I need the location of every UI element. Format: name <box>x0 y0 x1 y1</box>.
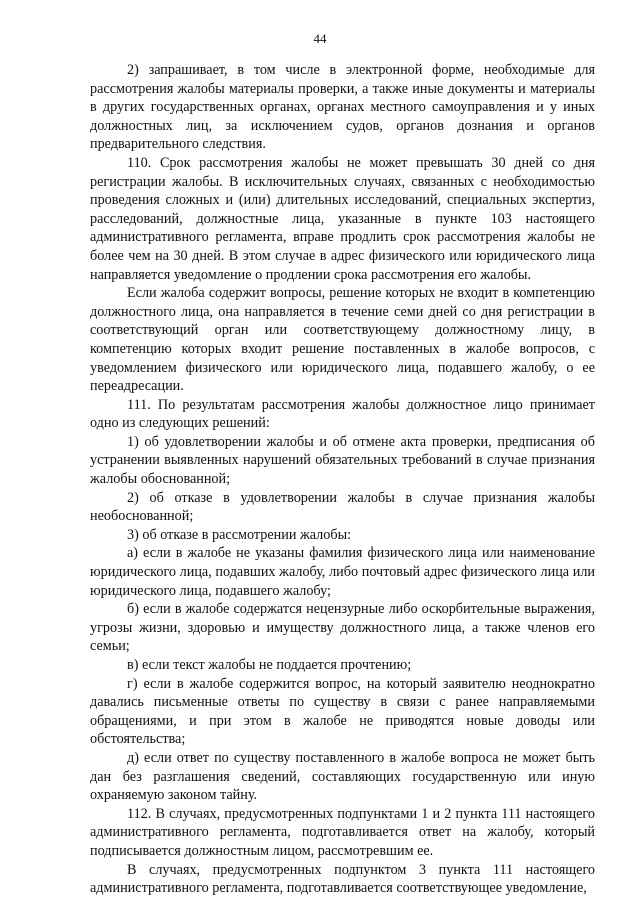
paragraph-subitem-v: в) если текст жалобы не поддается прочтению; <box>127 657 412 673</box>
paragraph-111-item-1: 1) об удовлетворении жалобы и об отмене акта проверки, предписания об устранении выявленных нарушений обязательных требований в случае признания жалобы обоснованной; <box>90 433 595 488</box>
paragraph-110: 110. Срок рассмотрения жалобы не может превышать 30 дней со дня регистрации жалобы. В исключительных случаях, связанных с необходимостью проведения сложных и (или) длительных исследований, специальных экспертиз, расследований, должностные лица, указанные в пункте 103 настоящего административного регламента, вправе продлить срок рассмотрения жалобы не более чем на 30 дней. В этом случае в адрес физического или юридического лица направляется уведомление о продлении срока рассмотрения его жалобы. <box>90 154 595 283</box>
paragraph-item-2: 2) запрашивает, в том числе в электронной форме, необходимые для рассмотрения жалобы материалы проверки, а также иные документы и материалы в других государственных органах, органах местного самоуправления и у иных должностных лиц, за исключением судов, органов дознания и органов предварительного следствия. <box>90 62 595 153</box>
paragraph-subitem-b: б) если в жалобе содержатся нецензурные либо оскорбительные выражения, угрозы жизни, здоровью и имуществу должностного лица, а также членов его семьи; <box>90 601 595 655</box>
paragraph-111-item-3: 3) об отказе в рассмотрении жалобы: <box>127 526 352 543</box>
document-body <box>90 61 595 898</box>
paragraph-111-item-2: 2) об отказе в удовлетворении жалобы в случае признания жалобы необоснованной; <box>90 489 595 525</box>
page-number: 44 <box>313 31 327 46</box>
paragraph-112-continued: В случаях, предусмотренных подпунктом 3 пункта 111 настоящего административного регламента, подготавливается соответствующее уведомление, <box>90 861 595 897</box>
paragraph-subitem-a: а) если в жалобе не указаны фамилия физического лица или наименование юридического лица, подавших жалобу, либо почтовый адрес физического лица или юридического лица, подавшего жалобу; <box>90 545 595 599</box>
paragraph-112: 112. В случаях, предусмотренных подпунктами 1 и 2 пункта 111 настоящего административного регламента, подготавливается ответ на жалобу, который подписывается должностным лицом, рассмотревшим ее. <box>90 805 595 859</box>
paragraph-subitem-d: д) если ответ по существу поставленного в жалобе вопроса не может быть дан без разглашения сведений, составляющих государственную или иную охраняемую законом тайну. <box>90 749 595 804</box>
paragraph-subitem-g: г) если в жалобе содержится вопрос, на который заявителю неоднократно давались письменные ответы по существу в связи с ранее направляемыми обращениями, и при этом в жалобе не приводятся новые доводы или обстоятельства; <box>90 675 595 748</box>
paragraph-redirect: Если жалоба содержит вопросы, решение которых не входит в компетенцию должностного лица, она направляется в течение семи дней со дня регистрации в соответствующий орган или соответствующему должностному лицу, в компетенцию которых входит решение поставленных в жалобе вопросов, с уведомлением физического или юридического лица, подавшего жалобу, о ее переадресации. <box>90 285 595 395</box>
paragraph-111: 111. По результатам рассмотрения жалобы должностное лицо принимает одно из следующих решений: <box>90 396 595 432</box>
